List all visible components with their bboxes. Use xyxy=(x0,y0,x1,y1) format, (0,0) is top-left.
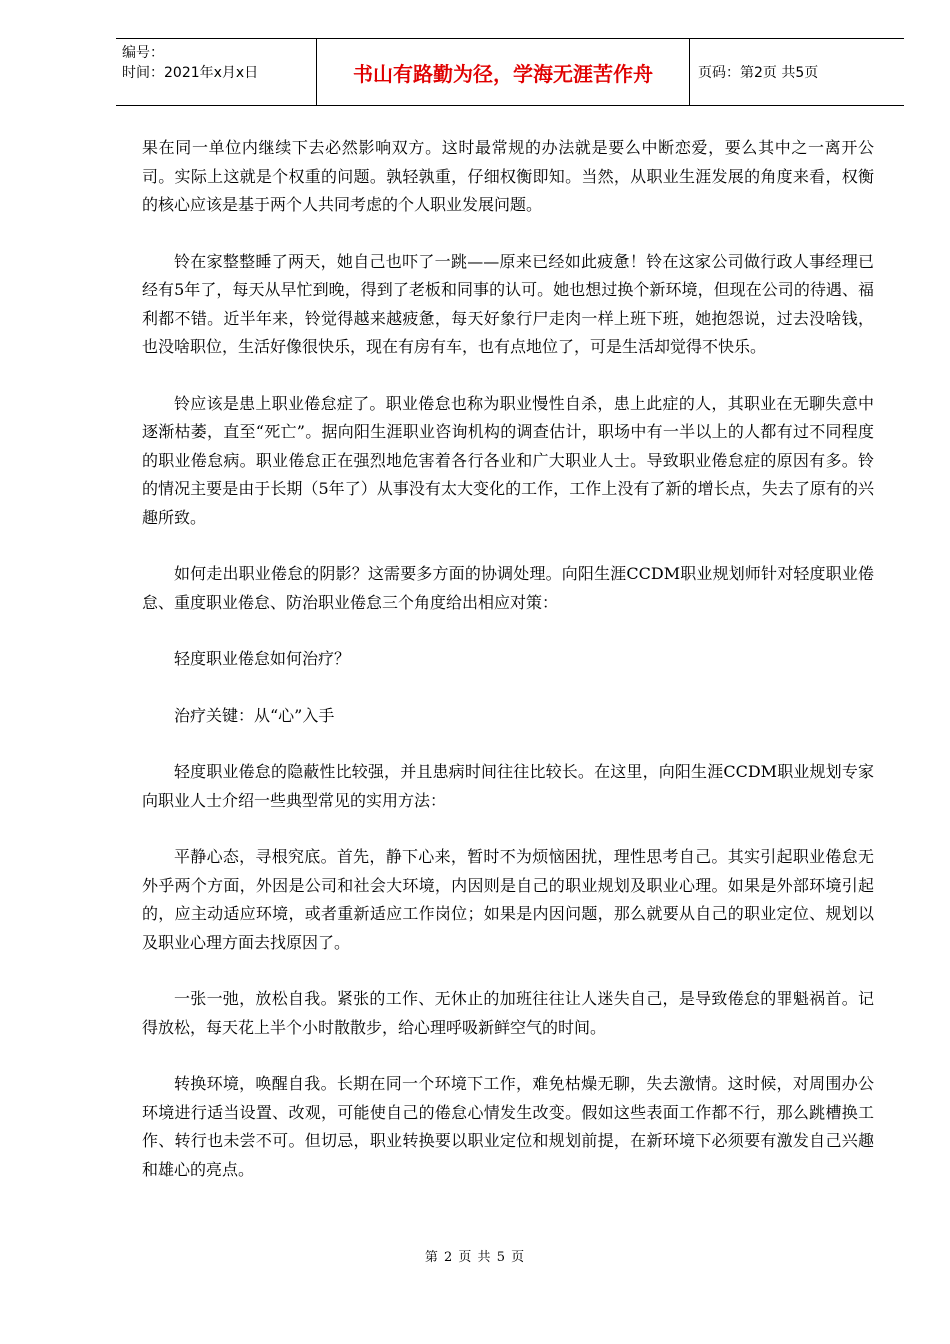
section-subheading: 治疗关键：从“心”入手 xyxy=(174,705,335,725)
time-label: 时间：2021年x月x日 xyxy=(122,65,259,81)
paragraph: 转换环境，唤醒自我。长期在同一个环境下工作，难免枯燥无聊，失去激情。这时候，对周围办公环境进行适当设置、改观，可能使自己的倦怠心情发生改变。假如这些表面工作都不行，那么跳槽换工作、转行也未尝不可。但切忌，职业转换要以职业定位和规划前提，在新环境下必须要有激发自己兴趣和雄心的亮点。 xyxy=(142,1074,874,1179)
page-header xyxy=(116,38,904,106)
paragraph: 铃在家整整睡了两天，她自己也吓了一跳——原来已经如此疲惫！铃在这家公司做行政人事经理已经有5年了，每天从早忙到晚，得到了老板和同事的认可。她也想过换个新环境，但现在公司的待遇、福利都不错。近半年来，铃觉得越来越疲惫，每天好象行尸走肉一样上班下班，她抱怨说，过去没啥钱，也没啥职位，生活好像很快乐，现在有房有车，也有点地位了，可是生活却觉得不快乐。 xyxy=(142,251,874,356)
page-footer: 第 2 页 共 5 页 xyxy=(424,1250,526,1265)
header-page-number: 页码：第2页 共5页 xyxy=(698,65,819,81)
number-label: 编号： xyxy=(122,45,164,61)
paragraph: 轻度职业倦怠的隐蔽性比较强，并且患病时间往往比较长。在这里，向阳生涯CCDM职业规划专家向职业人士介绍一些典型常见的实用方法： xyxy=(142,762,874,810)
document-body xyxy=(142,134,874,1212)
paragraph: 平静心态，寻根究底。首先，静下心来，暂时不为烦恼困扰，理性思考自己。其实引起职业倦怠无外乎两个方面，外因是公司和社会大环境，内因则是自己的职业规划及职业心理。如果是外部环境引起的，应主动适应环境，或者重新适应工作岗位；如果是内因问题，那么就要从自己的职业定位、规划以及职业心理方面去找原因了。 xyxy=(142,847,874,952)
section-heading: 轻度职业倦怠如何治疗？ xyxy=(174,649,351,668)
paragraph: 如何走出职业倦怠的阴影？这需要多方面的协调处理。向阳生涯CCDM职业规划师针对轻度职业倦怠、重度职业倦怠、防治职业倦怠三个角度给出相应对策： xyxy=(142,564,874,612)
paragraph: 铃应该是患上职业倦怠症了。职业倦怠也称为职业慢性自杀，患上此症的人，其职业在无聊失意中逐渐枯萎，直至“死亡”。据向阳生涯职业咨询机构的调查估计，职场中有一半以上的人都有过不同程度的职业倦怠病。职业倦怠正在强烈地危害着各行各业和广大职业人士。导致职业倦怠症的原因有多。铃的情况主要是由于长期（5年了）从事没有太大变化的工作，工作上没有了新的增长点，失去了原有的兴趣所致。 xyxy=(142,393,874,527)
header-motto: 书山有路勤为径，学海无涯苦作舟 xyxy=(316,39,690,105)
paragraph: 一张一弛，放松自我。紧张的工作、无休止的加班往往让人迷失自己，是导致倦怠的罪魁祸首。记得放松，每天花上半个小时散散步，给心理呼吸新鲜空气的时间。 xyxy=(142,989,874,1037)
header-meta xyxy=(116,39,316,105)
paragraph: 果在同一单位内继续下去必然影响双方。这时最常规的办法就是要么中断恋爱，要么其中之一离开公司。实际上这就是个权重的问题。孰轻孰重，仔细权衡即知。当然，从职业生涯发展的角度来看，权衡的核心应该是基于两个人共同考虑的个人职业发展问题。 xyxy=(142,138,874,214)
